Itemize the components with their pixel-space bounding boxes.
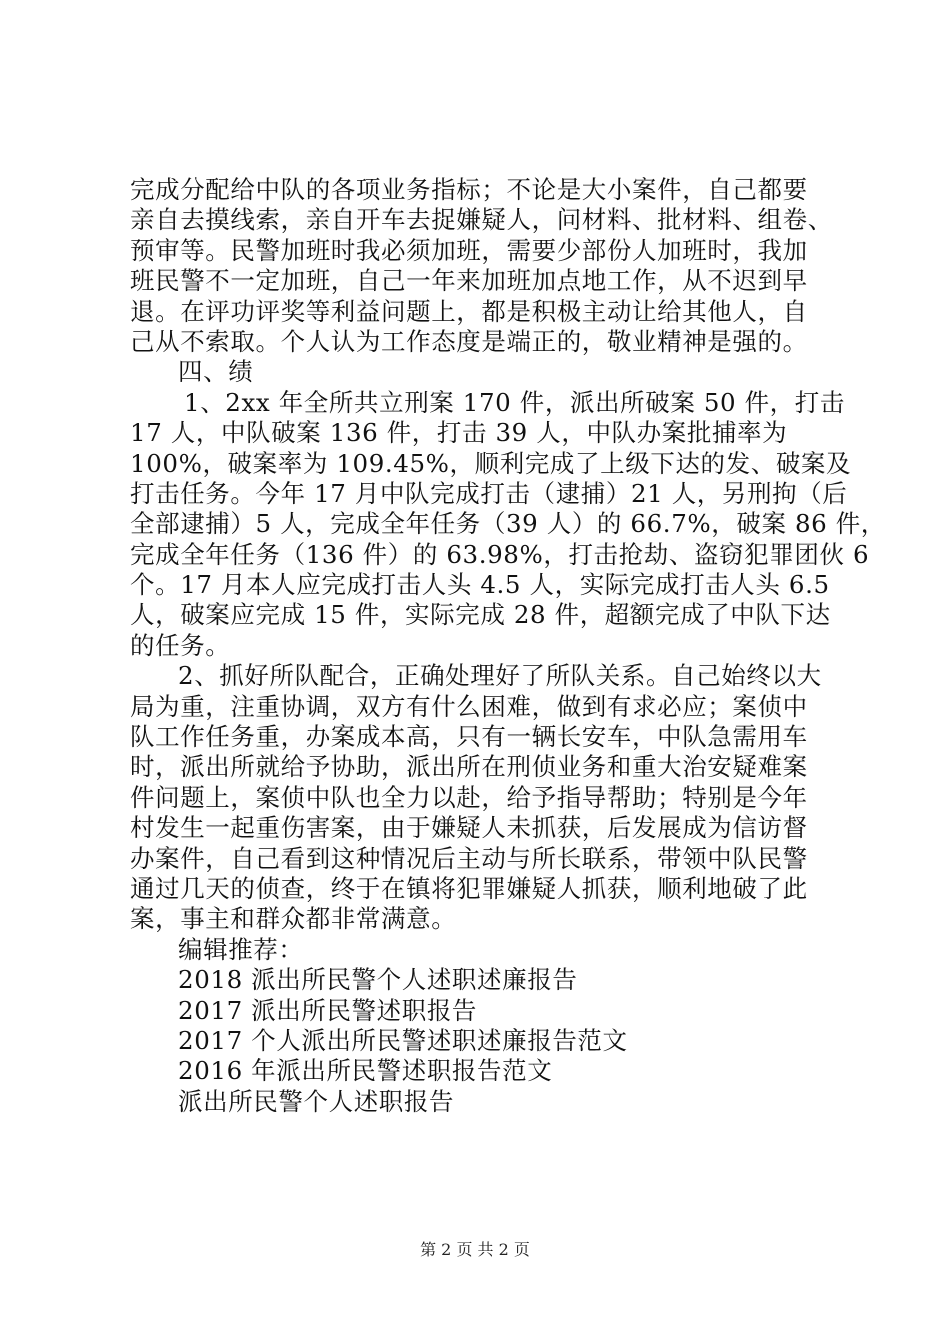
paragraph-line: 个。17 月本人应完成打击人头 4.5 人，实际完成打击人头 6.5 [130, 570, 830, 600]
paragraph-line: 退。在评功评奖等利益问题上，都是积极主动让给其他人，自 [130, 296, 808, 326]
paragraph-line: 件问题上，案侦中队也全力以赴，给予指导帮助；特别是今年 [130, 782, 808, 812]
paragraph-line: 完成全年任务（136 件）的 63.98%，打击抢劫、盗窃犯罪团伙 6 [130, 539, 870, 569]
paragraph-line: 亲自去摸线索，亲自开车去捉嫌疑人，问材料、批材料、组卷、 [130, 205, 833, 235]
section-heading: 四、绩 [178, 357, 254, 387]
paragraph-line: 村发生一起重伤害案，由于嫌疑人未抓获，后发展成为信访督 [130, 813, 808, 843]
paragraph-line: 的任务。 [130, 630, 231, 660]
paragraph-line: 己从不索取。个人认为工作态度是端正的，敬业精神是强的。 [130, 326, 808, 356]
paragraph-line: 局为重，注重协调，双方有什么困难，做到有求必应；案侦中 [130, 691, 808, 721]
paragraph-line: 预审等。民警加班时我必须加班，需要少部份人加班时，我加 [130, 235, 808, 265]
recommend-link[interactable]: 派出所民警个人述职报告 [178, 1086, 455, 1116]
recommend-label: 编辑推荐： [178, 934, 304, 964]
paragraph-line: 全部逮捕）5 人，完成全年任务（39 人）的 66.7%，破案 86 件， [130, 509, 886, 539]
page-indicator: 第 2 页 共 2 页 [420, 1240, 530, 1259]
paragraph-line: 打击任务。今年 17 月中队完成打击（逮捕）21 人，另刑拘（后 [130, 478, 848, 508]
paragraph-line: 1、2xx 年全所共立刑案 170 件，派出所破案 50 件，打击 [184, 387, 845, 417]
document-body [130, 175, 886, 1117]
paragraph-line: 17 人，中队破案 136 件，打击 39 人，中队办案批捕率为 [130, 418, 788, 448]
paragraph-line: 通过几天的侦查，终于在镇将犯罪嫌疑人抓获，顺利地破了此 [130, 873, 808, 903]
paragraph-line: 人，破案应完成 15 件，实际完成 28 件，超额完成了中队下达 [130, 600, 831, 630]
paragraph-line: 办案件，自己看到这种情况后主动与所长联系，带领中队民警 [130, 843, 808, 873]
recommend-link[interactable]: 2017 派出所民警述职报告 [178, 995, 478, 1025]
recommend-link[interactable]: 2018 派出所民警个人述职述廉报告 [178, 965, 578, 995]
paragraph-line: 时，派出所就给予协助，派出所在刑侦业务和重大治安疑难案 [130, 752, 808, 782]
paragraph-line: 完成分配给中队的各项业务指标；不论是大小案件，自己都要 [130, 175, 808, 204]
paragraph-line: 班民警不一定加班，自己一年来加班加点地工作，从不迟到早 [130, 266, 808, 296]
paragraph-line: 2、抓好所队配合，正确处理好了所队关系。自己始终以大 [178, 661, 822, 691]
paragraph-line: 100%，破案率为 109.45%，顺利完成了上级下达的发、破案及 [130, 448, 852, 478]
recommend-link[interactable]: 2016 年派出所民警述职报告范文 [178, 1056, 553, 1086]
recommend-link[interactable]: 2017 个人派出所民警述职述廉报告范文 [178, 1025, 628, 1055]
paragraph-line: 队工作任务重，办案成本高，只有一辆长安车，中队急需用车 [130, 722, 808, 752]
paragraph-line: 案，事主和群众都非常满意。 [130, 904, 457, 934]
